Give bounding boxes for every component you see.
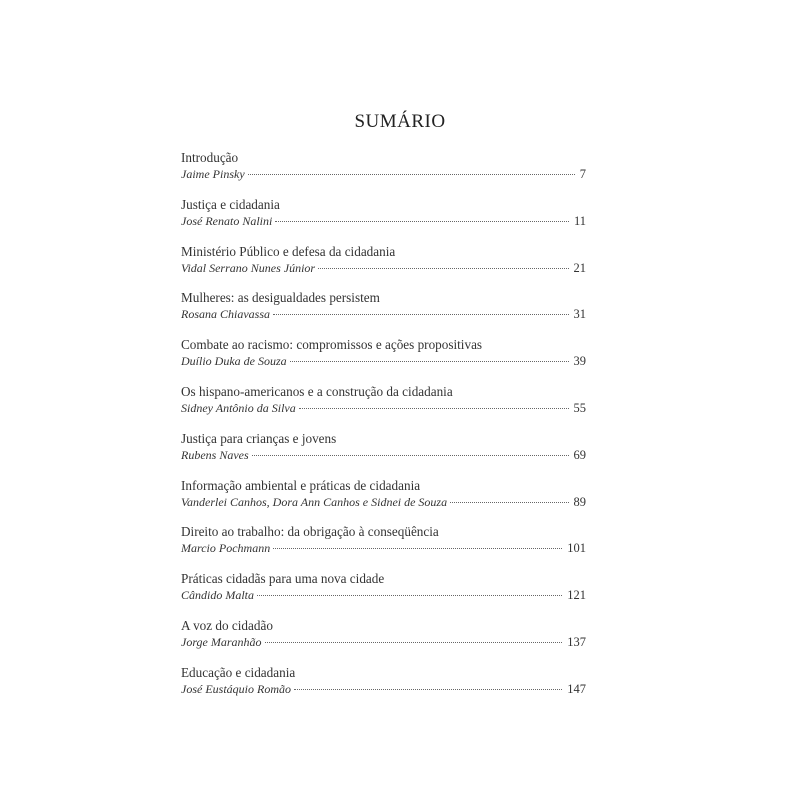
chapter-author: Jorge Maranhão	[181, 634, 262, 649]
dot-leader	[450, 501, 568, 503]
author-line	[181, 634, 586, 650]
dot-leader	[290, 360, 569, 362]
dot-leader	[275, 220, 569, 222]
toc-entry	[181, 431, 586, 478]
dot-leader	[273, 313, 568, 315]
toc-entry	[181, 618, 586, 665]
author-line	[181, 400, 586, 416]
toc-entry	[181, 290, 586, 337]
dot-leader	[248, 173, 575, 175]
author-line	[181, 213, 586, 229]
chapter-title: Os hispano-americanos e a construção da cidadania	[181, 383, 453, 399]
chapter-title: Justiça para crianças e jovens	[181, 430, 337, 446]
page-number: 101	[567, 541, 586, 556]
chapter-author: José Eustáquio Romão	[181, 681, 291, 696]
dot-leader	[252, 454, 569, 456]
chapter-title: Educação e cidadania	[181, 664, 296, 680]
dot-leader	[257, 594, 562, 596]
author-line	[181, 447, 586, 463]
toc-entry	[181, 384, 586, 431]
author-line	[181, 306, 586, 322]
page-number: 21	[573, 260, 586, 275]
author-line	[181, 540, 586, 556]
page-number: 147	[567, 681, 586, 696]
dot-leader	[294, 688, 562, 690]
toc-entry	[181, 478, 586, 525]
toc-entry	[181, 150, 586, 197]
chapter-title: Práticas cidadãs para uma nova cidade	[181, 571, 385, 587]
chapter-author: Rubens Naves	[181, 447, 249, 462]
page-number: 39	[573, 354, 586, 369]
chapter-author: Cândido Malta	[181, 588, 255, 603]
toc-entry	[181, 524, 586, 571]
author-line	[181, 166, 586, 182]
toc-entry	[181, 197, 586, 244]
author-line	[181, 681, 586, 697]
chapter-title: Ministério Público e defesa da cidadania	[181, 243, 396, 259]
chapter-author: Duílio Duka de Souza	[181, 354, 287, 369]
dot-leader	[318, 267, 568, 269]
page-number: 7	[579, 167, 586, 181]
page-title: SUMÁRIO	[354, 111, 446, 132]
toc-entry	[181, 665, 586, 712]
chapter-author: Jaime Pinsky	[181, 167, 245, 181]
chapter-author: Sidney Antônio da Silva	[181, 400, 296, 415]
page-number: 137	[567, 634, 586, 649]
chapter-title: Justiça e cidadania	[181, 196, 280, 212]
page-number: 69	[573, 447, 586, 462]
author-line	[181, 353, 586, 369]
toc-entry	[181, 571, 586, 618]
chapter-title: Informação ambiental e práticas de cidadania	[181, 477, 421, 493]
chapter-author: Vanderlei Canhos, Dora Ann Canhos e Sidnei de Souza	[181, 494, 448, 509]
dot-leader	[265, 641, 563, 643]
chapter-title: A voz do cidadão	[181, 617, 273, 633]
page-number: 11	[573, 213, 586, 228]
author-line	[181, 260, 586, 276]
chapter-author: José Renato Nalini	[181, 213, 273, 228]
toc-entry	[181, 244, 586, 291]
table-of-contents	[181, 150, 586, 712]
chapter-author: Vidal Serrano Nunes Júnior	[181, 260, 316, 275]
chapter-title: Introdução	[181, 150, 239, 165]
page-number: 89	[573, 494, 586, 509]
page-number: 55	[573, 400, 586, 415]
dot-leader	[299, 407, 569, 409]
chapter-author: Marcio Pochmann	[181, 541, 271, 556]
toc-entry	[181, 337, 586, 384]
chapter-title: Combate ao racismo: compromissos e ações propositivas	[181, 337, 483, 353]
chapter-title: Direito ao trabalho: da obrigação à conseqüência	[181, 524, 439, 540]
dot-leader	[273, 547, 562, 549]
author-line	[181, 494, 586, 510]
chapter-author: Rosana Chiavassa	[181, 307, 271, 322]
author-line	[181, 587, 586, 603]
chapter-title: Mulheres: as desigualdades persistem	[181, 290, 380, 306]
page-number: 121	[567, 588, 586, 603]
page-number: 31	[573, 307, 586, 322]
